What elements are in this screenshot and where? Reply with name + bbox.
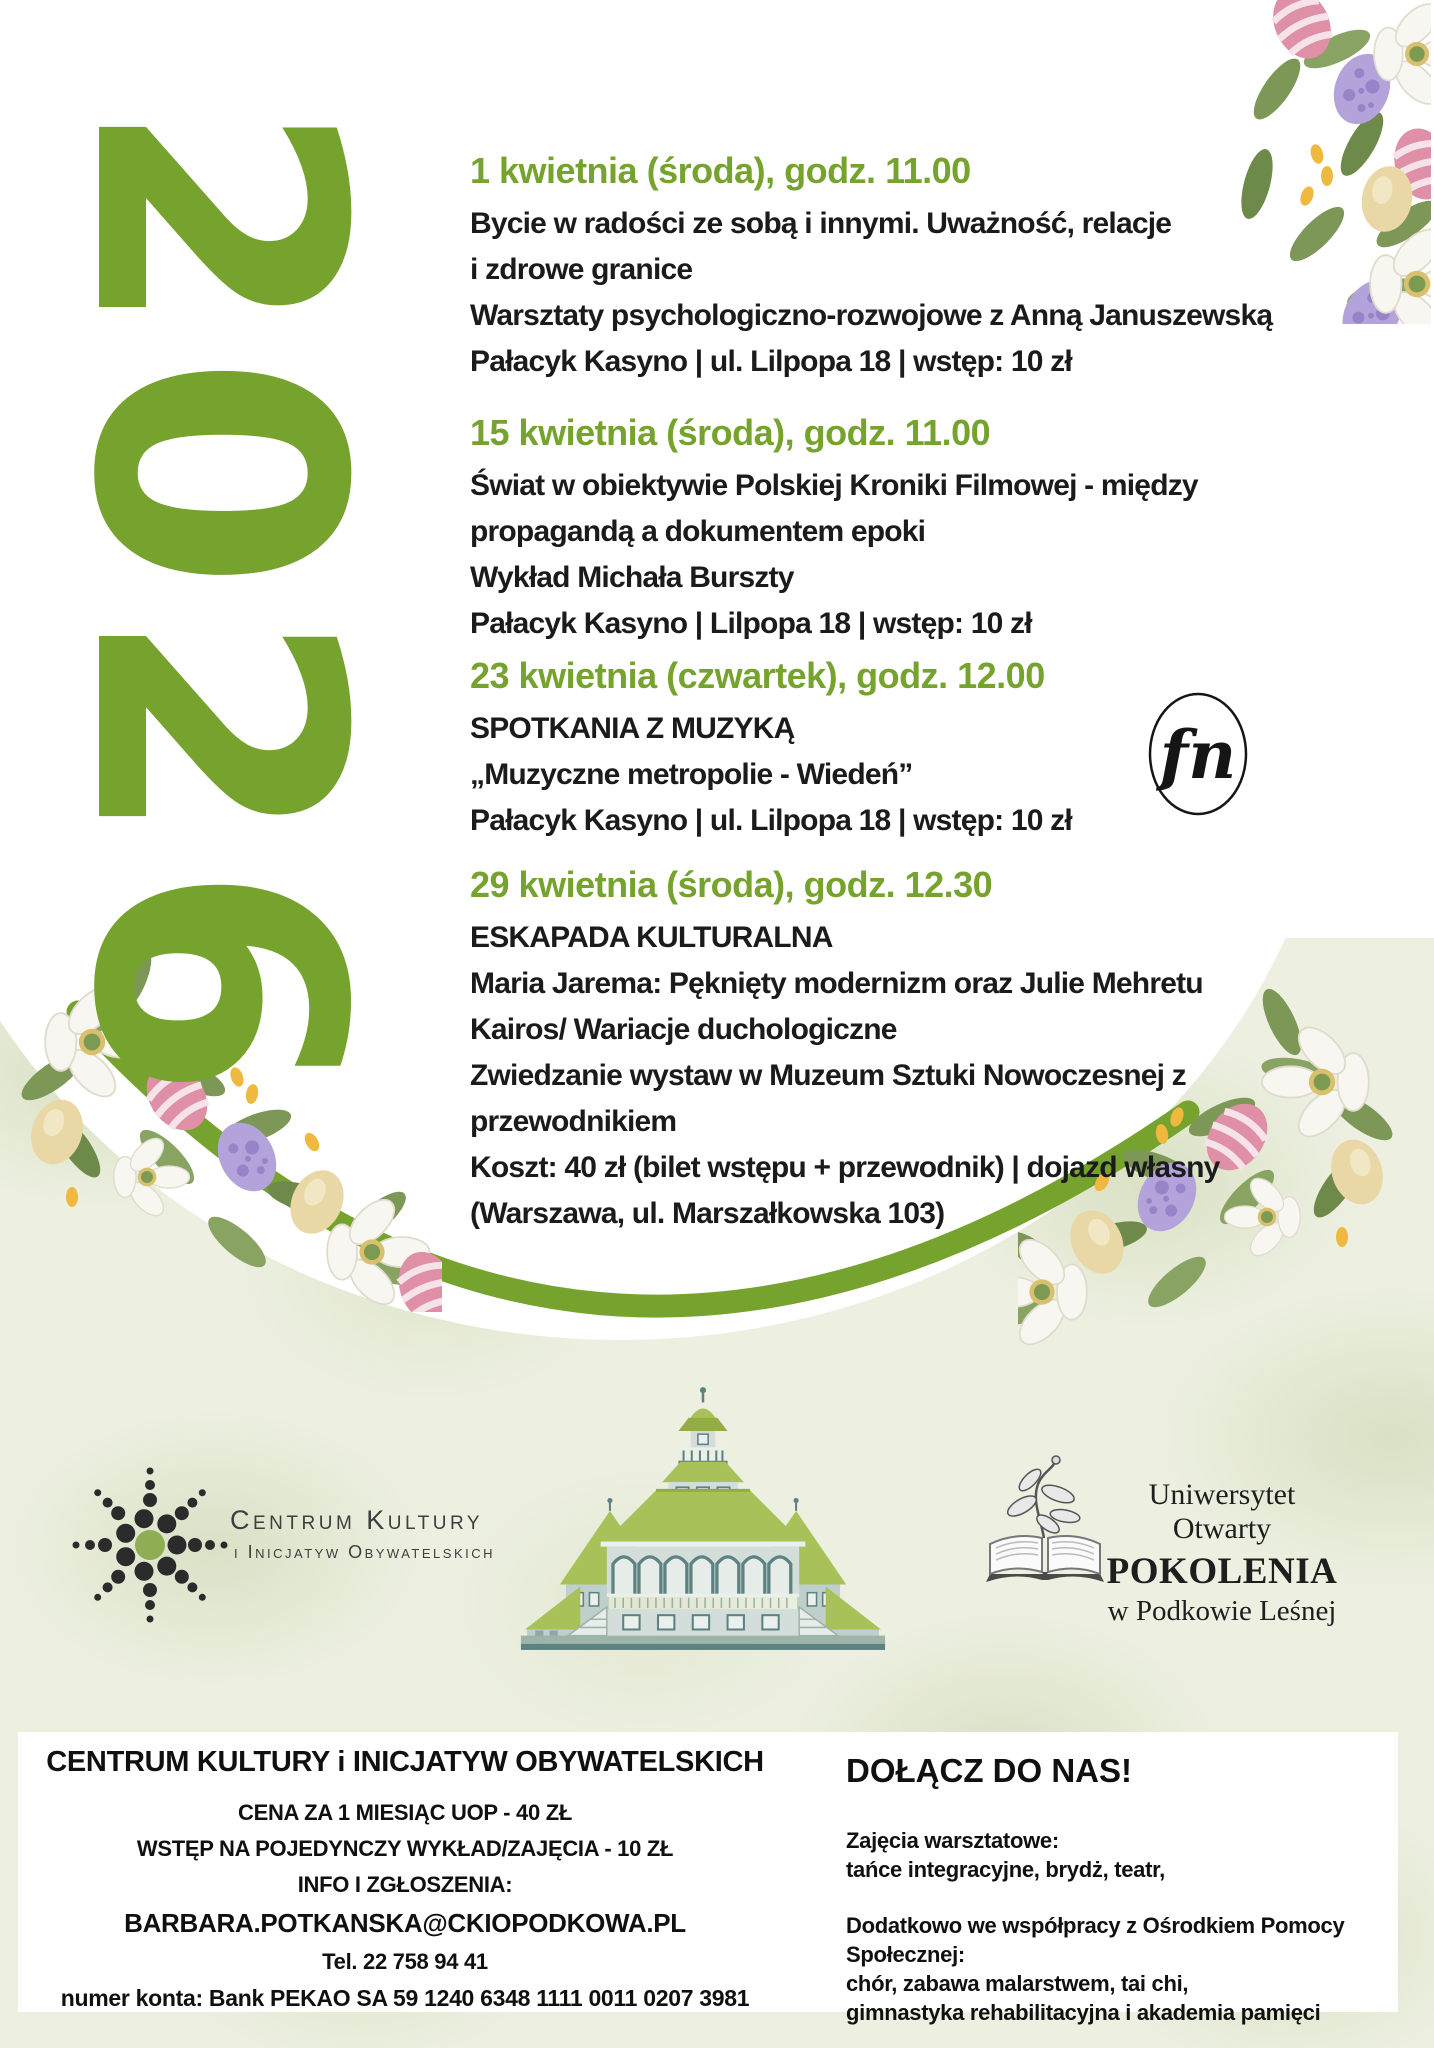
centrum-kultury-logo-text [230,1505,495,1563]
uo-logo-line3: w Podkowie Leśnej [1107,1595,1337,1627]
ck-logo-line1: Centrum Kultury [230,1505,484,1535]
event-line: propagandą a dokumentem epoki [470,515,926,548]
event-line: Wykład Michała Burszty [470,561,794,594]
event-line: Zwiedzanie wystaw w Muzeum Sztuki Nowoczesnej z [470,1059,1186,1092]
join-us-heading: DOŁĄCZ DO NAS! [846,1752,1132,1789]
event-block [470,864,1280,1237]
footer-info-box [18,1732,1398,2025]
footer-paragraph-gap [846,1884,1394,1911]
event-line: Pałacyk Kasyno | Lilpopa 18 | wstęp: 10 zł [470,607,1032,640]
event-line: Maria Jarema: Pęknięty modernizm oraz Julie Mehretu [470,967,1203,1000]
event-line: Świat w obiektywie Polskiej Kroniki Filmowej - między [470,469,1198,502]
footer-price-line: WSTĘP NA POJEDYNCZY WYKŁAD/ZAJĘCIA - 10 ZŁ [136,1836,674,1861]
footer-contact-column [30,1746,780,2022]
footer-org-title: CENTRUM KULTURY i INICJATYW OBYWATELSKICH [46,1746,764,1778]
uo-logo-line2: POKOLENIA [1106,1551,1338,1592]
event-line: Kairos/ Wariacje duchologiczne [470,1013,897,1046]
footer-info-label: INFO I ZGŁOSZENIA: [297,1872,513,1897]
event-line: i zdrowe granice [470,253,693,286]
workshops-line: tańce integracyjne, brydż, teatr, [846,1857,1165,1882]
event-block [470,412,1280,647]
uo-logo-line1: Uniwersytet Otwarty [1148,1478,1296,1545]
footer-price-line: CENA ZA 1 MIESIĄC UOP - 40 ZŁ [238,1800,572,1825]
event-line: Warsztaty psychologiczno-rozwojowe z Anną Januszewską [470,299,1273,332]
event-line: Pałacyk Kasyno | ul. Lilpopa 18 | wstęp: 10 zł [470,804,1072,837]
cooperation-line: chór, zabawa malarstwem, tai chi, [846,1971,1189,1996]
ck-logo-line2: i Inicjatyw Obywatelskich [234,1542,495,1562]
event-line: SPOTKANIA Z MUZYKĄ [470,712,795,745]
event-line: Koszt: 40 zł (bilet wstępu + przewodnik) | dojazd własny [470,1151,1220,1184]
cooperation-line: Dodatkowo we współpracy z Ośrodkiem Pomocy Społecznej: [846,1913,1345,1967]
uniwersytet-otwarty-logo-text [1096,1478,1348,1628]
footer-join-column [846,1752,1394,2027]
event-block [470,150,1280,385]
event-date: 23 kwietnia (czwartek), godz. 12.00 [470,655,1045,696]
palace-kasyno-illustration-icon [508,1384,898,1652]
event-date: 29 kwietnia (środa), godz. 12.30 [470,864,993,905]
event-line: „Muzyczne metropolie - Wiedeń” [470,758,913,791]
centrum-kultury-starburst-icon [70,1465,230,1625]
year-heading: 2026 [18,100,414,1119]
event-line: przewodnikiem [470,1105,677,1138]
fn-monogram: fn [1159,716,1237,794]
event-date: 1 kwietnia (środa), godz. 11.00 [470,150,971,191]
philharmonic-fn-logo-icon [1146,690,1250,818]
footer-email: BARBARA.POTKANSKA@CKIOPODKOWA.PL [124,1908,686,1938]
workshops-line: Zajęcia warsztatowe: [846,1828,1059,1853]
event-date: 15 kwietnia (środa), godz. 11.00 [470,412,991,453]
footer-bank-account: numer konta: Bank PEKAO SA 59 1240 6348 1111 0011 0207 3981 [60,1985,750,2011]
event-line: ESKAPADA KULTURALNA [470,921,833,954]
footer-phone: Tel. 22 758 94 41 [322,1949,488,1974]
event-line: Pałacyk Kasyno | ul. Lilpopa 18 | wstęp: 10 zł [470,345,1072,378]
event-line: (Warszawa, ul. Marszałkowska 103) [470,1197,945,1230]
event-line: Bycie w radości ze sobą i innymi. Uważność, relacje [470,207,1172,240]
cooperation-line: gimnastyka rehabilitacyjna i akademia pamięci [846,2000,1321,2025]
